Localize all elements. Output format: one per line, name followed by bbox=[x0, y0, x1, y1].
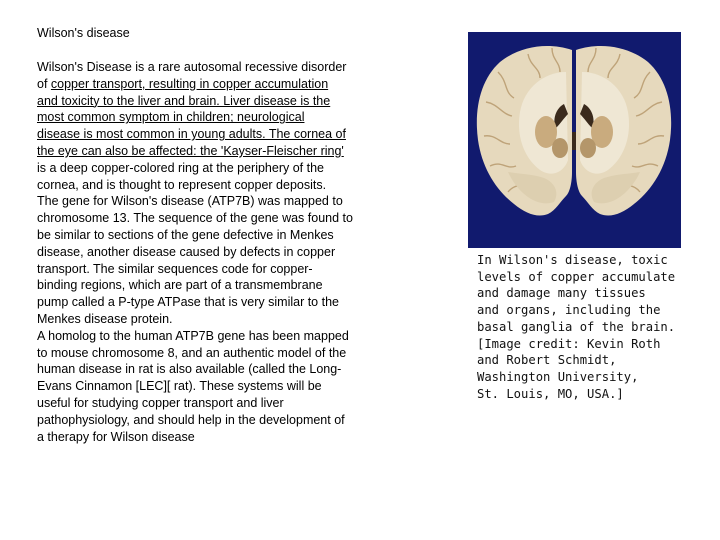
figure-caption bbox=[477, 252, 697, 402]
body-line: a therapy for Wilson disease bbox=[37, 429, 195, 444]
underlined-line: and toxicity to the liver and brain. Liver disease is the bbox=[37, 93, 331, 108]
caption-line: and Robert Schmidt, bbox=[477, 353, 617, 368]
body-line: The gene for Wilson's disease (ATP7B) was mapped to bbox=[37, 194, 343, 209]
underlined-line: most common symptom in children; neurological bbox=[37, 110, 305, 125]
body-line: Menkes disease protein. bbox=[37, 311, 173, 326]
article-body bbox=[37, 59, 419, 445]
caption-line: and organs, including the bbox=[477, 303, 661, 318]
caption-line: Washington University, bbox=[477, 369, 639, 384]
body-line: binding regions, which are part of a transmembrane bbox=[37, 278, 323, 293]
body-text-span: of bbox=[37, 76, 51, 91]
brain-coronal-section-illustration bbox=[468, 32, 681, 248]
caption-line: [Image credit: Kevin Roth bbox=[477, 336, 661, 351]
body-line: A homolog to the human ATP7B gene has been mapped bbox=[37, 328, 349, 343]
underlined-text: copper transport, resulting in copper accumulation bbox=[50, 76, 329, 91]
body-line bbox=[37, 76, 419, 93]
caption-line: levels of copper accumulate bbox=[477, 269, 676, 284]
body-line: pump called a P-type ATPase that is very similar to the bbox=[37, 295, 339, 310]
body-line: transport. The similar sequences code for copper- bbox=[37, 261, 313, 276]
caption-line: In Wilson's disease, toxic bbox=[477, 253, 668, 267]
body-line: cornea, and is thought to represent copper deposits. bbox=[37, 177, 327, 192]
body-line: to mouse chromosome 8, and an authentic model of the bbox=[37, 345, 347, 360]
body-line: is a deep copper-colored ring at the periphery of the bbox=[37, 160, 324, 175]
caption-line: St. Louis, MO, USA.] bbox=[477, 386, 624, 401]
body-line: Wilson's Disease is a rare autosomal recessive disorder bbox=[37, 60, 347, 74]
underlined-line: disease is most common in young adults. The cornea of bbox=[37, 127, 346, 142]
body-line: be similar to sections of the gene defective in Menkes bbox=[37, 227, 334, 242]
brain-section-image bbox=[468, 32, 681, 248]
body-line: chromosome 13. The sequence of the gene was found to bbox=[37, 211, 353, 226]
caption-line: and damage many tissues bbox=[477, 286, 646, 301]
body-line: human disease in rat is also available (called the Long- bbox=[37, 362, 342, 377]
caption-line: basal ganglia of the brain. bbox=[477, 319, 676, 334]
body-line: pathophysiology, and should help in the development of bbox=[37, 412, 345, 427]
body-line: useful for studying copper transport and liver bbox=[37, 395, 284, 410]
underlined-line: the eye can also be affected: the 'Kayser-Fleischer ring' bbox=[37, 143, 344, 158]
body-line: Evans Cinnamon [LEC][ rat). These systems will be bbox=[37, 379, 322, 394]
body-line: disease, another disease caused by defects in copper bbox=[37, 244, 336, 259]
page-title: Wilson's disease bbox=[37, 26, 130, 40]
